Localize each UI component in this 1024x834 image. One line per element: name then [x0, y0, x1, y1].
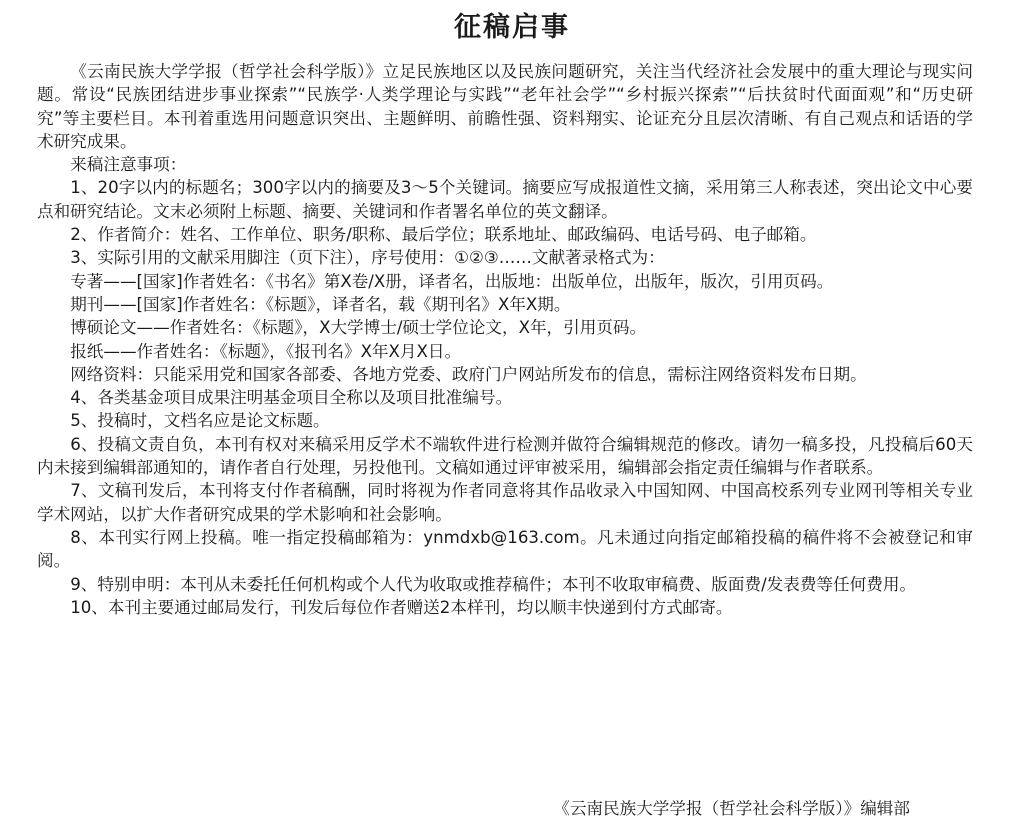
- citation-format-monograph: 专著——[国家]作者姓名：《书名》第X卷/X册，译者名，出版地：出版单位，出版年，版次，引用页码。: [70, 271, 834, 291]
- notice-item-10: 10、本刊主要通过邮局发行，刊发后每位作者赠送2本样刊，均以顺丰快递到付方式邮寄。: [70, 597, 733, 617]
- notice-item-2: 2、作者简介：姓名、工作单位、职务/职称、最后学位；联系地址、邮政编码、电话号码、电子邮箱。: [70, 225, 817, 245]
- notice-item-5: 5、投稿时，文档名应是论文标题。: [70, 411, 330, 431]
- notice-item-9: 9、特别申明：本刊从未委托任何机构或个人代为收取或推荐稿件；本刊不收取审稿费、版面费/发表费等任何费用。: [70, 574, 917, 594]
- citation-format-thesis: 博硕论文——作者姓名：《标题》，X大学博士/硕士学位论文，X年，引用页码。: [70, 318, 647, 338]
- citation-format-list: [37, 270, 973, 386]
- notice-item-6: 6、投稿文责自负，本刊有权对来稿采用反学术不端软件进行检测并做符合编辑规范的修改。请勿一稿多投，凡投稿后60天内未接到编辑部通知的，请作者自行处理，另投他刊。文稿如通过评审被采用，编辑部会指定责任编辑与作者联系。: [37, 434, 973, 478]
- citation-format-journal: 期刊——[国家]作者姓名：《标题》，译者名，载《期刊名》X年X期。: [70, 294, 571, 314]
- notice-heading: 来稿注意事项：: [70, 155, 187, 175]
- editorial-signature: 《云南民族大学学报（哲学社会科学版）》编辑部: [553, 799, 910, 818]
- notice-body: [37, 60, 973, 619]
- notice-item-7: 7、文稿刊发后，本刊将支付作者稿酬，同时将视为作者同意将其作品收录入中国知网、中国高校系列专业网刊等相关专业学术网站，以扩大作者研究成果的学术影响和社会影响。: [37, 481, 973, 524]
- page-title: 征稿启事: [454, 12, 570, 43]
- notice-item-1: 1、20字以内的标题名；300字以内的摘要及3～5个关键词。摘要应写成报道性文摘，采用第三人称表述，突出论文中心要点和研究结论。文末必须附上标题、摘要、关键词和作者署名单位的英文翻译。: [37, 178, 973, 221]
- citation-format-newspaper: 报纸——作者姓名：《标题》，《报刊名》X年X月X日。: [70, 341, 462, 361]
- notice-item-4: 4、各类基金项目成果注明基金项目全称以及项目批准编号。: [70, 388, 513, 408]
- intro-paragraph: 《云南民族大学学报（哲学社会科学版）》立足民族地区以及民族问题研究，关注当代经济社会发展中的重大理论与现实问题。常设“民族团结进步事业探索”“民族学·人类学理论与实践”“老年社会学”“乡村振兴探索”“后扶贫时代面面观”和“历史研究”等主要栏目。本刊着重选用问题意识突出、主题鲜明、前瞻性强、资料翔实、论证充分且层次清晰、有自己观点和话语的学术研究成果。: [37, 62, 973, 151]
- notice-item-8: 8、本刊实行网上投稿。唯一指定投稿邮箱为：ynmdxb@163.com。凡未通过向指定邮箱投稿的稿件将不会被登记和审阅。: [37, 527, 973, 571]
- notice-item-3: 3、实际引用的文献采用脚注（页下注），序号使用：①②③……文献著录格式为：: [70, 248, 665, 268]
- citation-format-online: 网络资料：只能采用党和国家各部委、各地方党委、政府门户网站所发布的信息，需标注网络资料发布日期。: [70, 364, 867, 384]
